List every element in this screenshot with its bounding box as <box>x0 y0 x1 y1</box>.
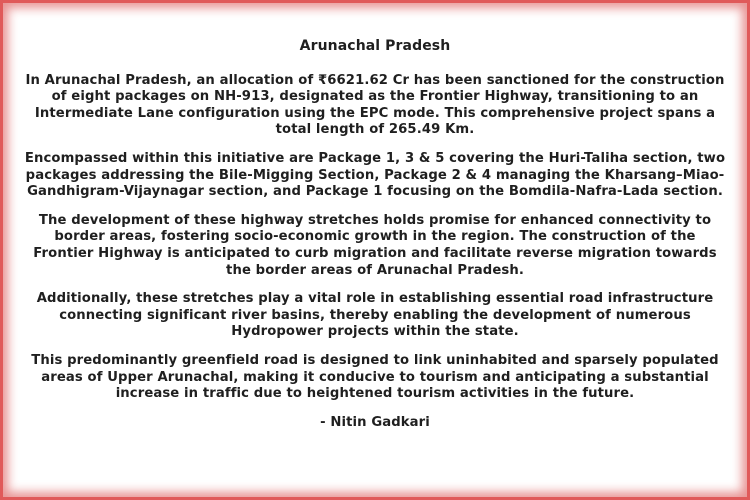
paragraph-allocation: In Arunachal Pradesh, an allocation of ₹6621.62 Cr has been sanctioned for the construction of eight packages on NH-913, designated as the Frontier Highway, transitioning to an Intermediate Lane configuration using the EPC mode. This comprehensive project spans a total length of 265.49 Km. <box>25 72 725 138</box>
document-content <box>24 24 726 476</box>
paragraph-infrastructure: Additionally, these stretches play a vital role in establishing essential road infrastructure connecting significant river basins, thereby enabling the development of numerous Hydropower projects within the state. <box>36 291 714 340</box>
paragraph-tourism: This predominantly greenfield road is designed to link uninhabited and sparsely populated areas of Upper Arunachal, making it conducive to tourism and anticipating a substantial increase in traffic due to heightened tourism activities in the future. <box>31 352 719 402</box>
paragraph-packages: Encompassed within this initiative are Package 1, 3 & 5 covering the Huri-Taliha section, two packages addressing the Bile-Migging Section, Package 2 & 4 managing the Kharsang–Miao-Gandhigram-Vijaynagar section, and Package 1 focusing on the Bomdila-Nafra-Lada section. <box>24 150 726 200</box>
document-title: Arunachal Pradesh <box>299 38 451 54</box>
paragraph-connectivity: The development of these highway stretches holds promise for enhanced connectivity to border areas, fostering socio-economic growth in the region. The construction of the Frontier Highway is anticipated to curb migration and facilitate reverse migration towards the border areas of Arunachal Pradesh. <box>33 212 717 278</box>
signature: - Nitin Gadkari <box>320 414 430 430</box>
